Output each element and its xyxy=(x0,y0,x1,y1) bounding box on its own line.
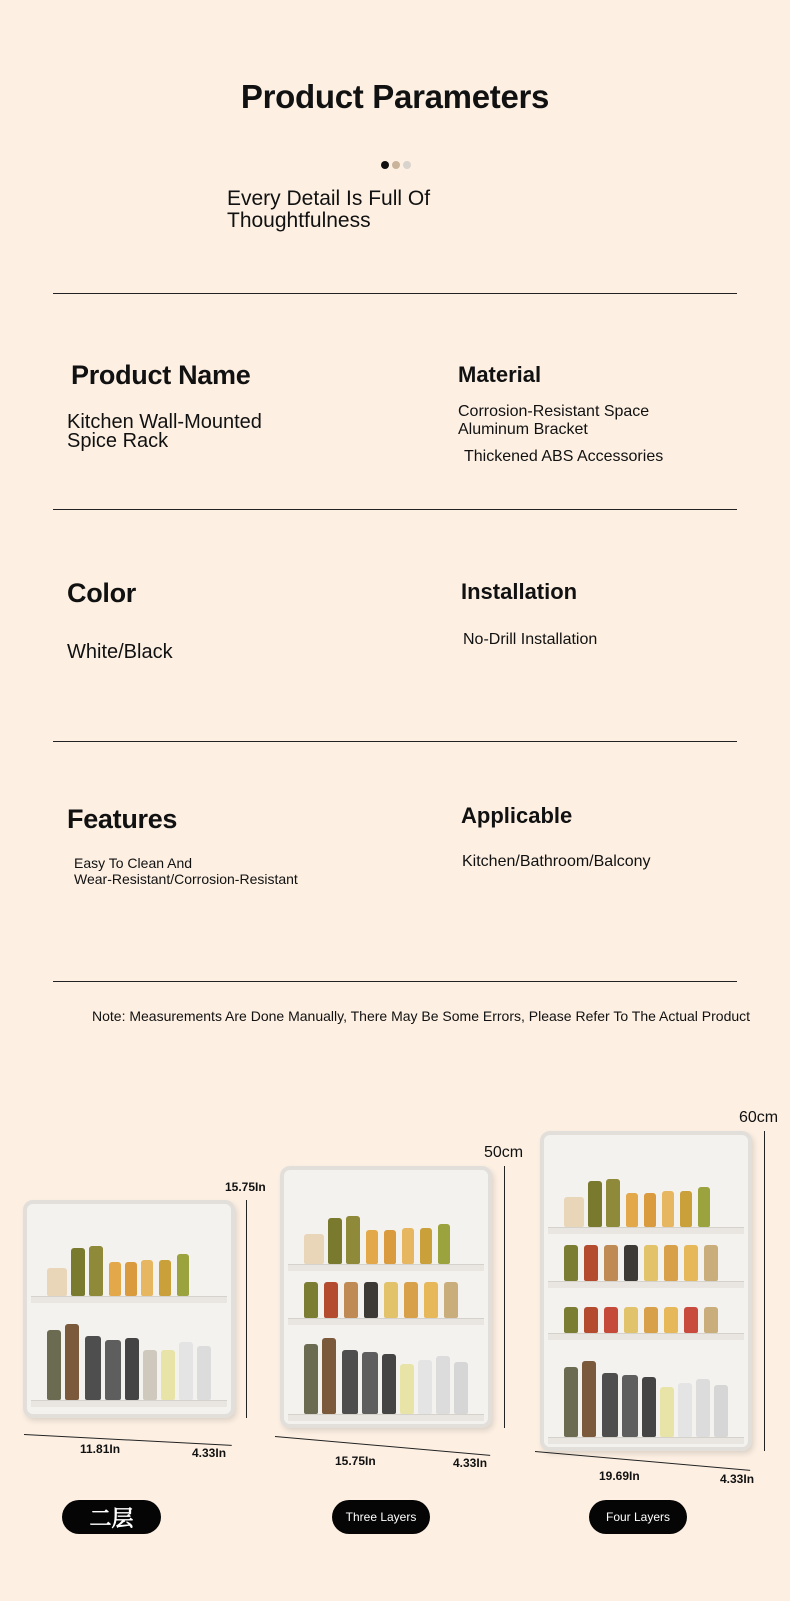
bottles-row xyxy=(564,1357,734,1437)
product-name-value-line-2: Spice Rack xyxy=(67,430,169,452)
product-name-block xyxy=(71,360,250,391)
four-layers-button[interactable]: Four Layers xyxy=(589,1500,687,1534)
height-line xyxy=(246,1200,247,1418)
subtitle-line-1: Every Detail Is Full Of xyxy=(227,187,431,210)
color-value: White/Black xyxy=(67,641,173,663)
three-layers-button[interactable]: Three Layers xyxy=(332,1500,430,1534)
divider-2 xyxy=(53,509,737,510)
shelf xyxy=(548,1281,744,1288)
product-name-label: Product Name xyxy=(71,360,251,390)
shelf xyxy=(288,1318,484,1325)
subtitle-line-2: Thoughtfulness xyxy=(227,209,371,232)
depth-label: 4.33In xyxy=(453,1456,488,1470)
bottles-row xyxy=(47,1320,217,1400)
product-two-layers xyxy=(20,1170,270,1550)
shelf xyxy=(548,1437,744,1444)
material-value-line-2: Aluminum Bracket xyxy=(458,421,588,438)
rack-image xyxy=(280,1166,492,1428)
measurement-note: Note: Measurements Are Done Manually, There May Be Some Errors, Please Refer To The Actual Product xyxy=(92,1008,751,1024)
shelf xyxy=(31,1400,227,1407)
carousel-dots xyxy=(381,161,411,169)
jars-row xyxy=(564,1301,734,1333)
height-line xyxy=(504,1166,505,1428)
shelf xyxy=(548,1227,744,1234)
divider-3 xyxy=(53,741,737,742)
rack-image xyxy=(540,1131,752,1451)
width-line xyxy=(275,1436,490,1456)
divider-1 xyxy=(53,293,737,294)
page-title: Product Parameters xyxy=(240,78,550,115)
material-value-line-1: Corrosion-Resistant Space xyxy=(458,403,650,420)
features-value-line-1: Easy To Clean And xyxy=(74,855,193,871)
width-label: 15.75In xyxy=(335,1454,376,1468)
applicable-value: Kitchen/Bathroom/Balcony xyxy=(462,853,651,870)
two-layers-button[interactable]: 二层 xyxy=(62,1500,161,1534)
product-name-value xyxy=(67,413,262,451)
shelf xyxy=(31,1296,227,1303)
bottles-row xyxy=(564,1177,734,1227)
depth-label: 4.33In xyxy=(192,1446,227,1460)
height-label: 60cm xyxy=(739,1109,779,1126)
bottles-row xyxy=(304,1214,474,1264)
features-value-line-2: Wear-Resistant/Corrosion-Resistant xyxy=(74,871,298,887)
height-line xyxy=(764,1131,765,1451)
features-value xyxy=(74,855,298,887)
depth-label: 4.33In xyxy=(720,1472,755,1486)
color-label: Color xyxy=(67,578,136,608)
installation-label: Installation xyxy=(461,579,578,604)
material-label: Material xyxy=(458,362,542,387)
dot-3 xyxy=(403,161,411,169)
height-label: 15.75In xyxy=(225,1180,266,1194)
bottles-row xyxy=(47,1244,217,1296)
product-name-value-line-1: Kitchen Wall-Mounted xyxy=(67,411,262,433)
width-label: 11.81In xyxy=(80,1442,121,1456)
installation-value: No-Drill Installation xyxy=(463,631,598,648)
width-line xyxy=(24,1434,232,1446)
width-label: 19.69In xyxy=(599,1469,640,1483)
jars-row xyxy=(564,1239,734,1281)
subtitle xyxy=(227,188,430,232)
height-label: 50cm xyxy=(484,1144,524,1161)
material-value-line-3: Thickened ABS Accessories xyxy=(464,448,664,465)
features-label: Features xyxy=(67,804,178,834)
shelf xyxy=(288,1264,484,1271)
shelf xyxy=(548,1333,744,1340)
width-line xyxy=(535,1451,750,1471)
jars-row xyxy=(304,1276,474,1318)
product-three-layers xyxy=(275,1140,525,1550)
material-value xyxy=(458,403,649,439)
bottles-row xyxy=(304,1334,474,1414)
rack-image xyxy=(23,1200,235,1418)
shelf xyxy=(288,1414,484,1421)
divider-4 xyxy=(53,981,737,982)
product-four-layers xyxy=(535,1105,785,1550)
dot-1 xyxy=(381,161,389,169)
dot-2 xyxy=(392,161,400,169)
applicable-label: Applicable xyxy=(461,803,573,828)
